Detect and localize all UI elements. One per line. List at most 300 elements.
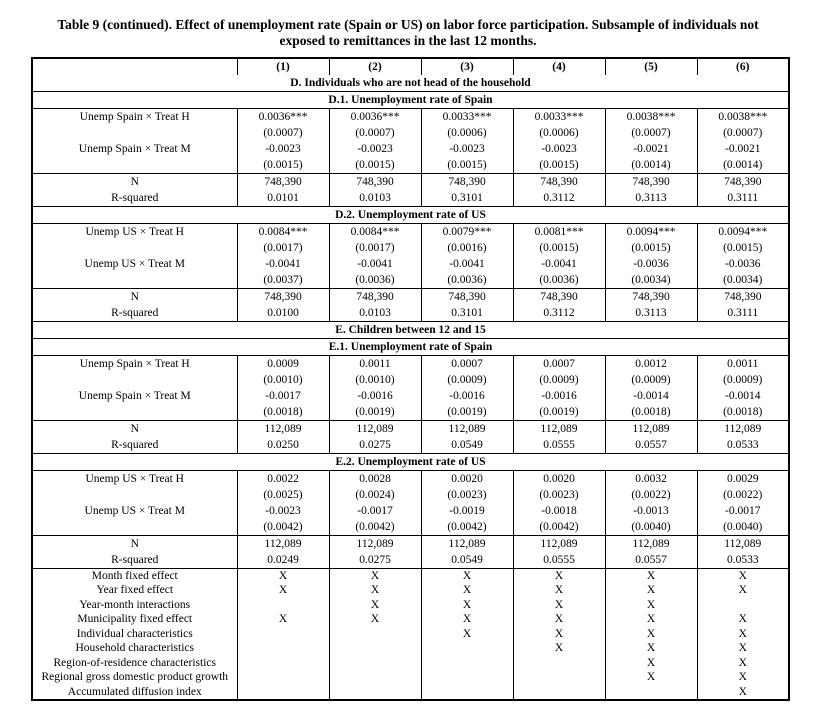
value-cell	[421, 224, 513, 289]
row-label: N	[130, 176, 139, 188]
value: 112,089	[356, 538, 394, 550]
value: (0.0023)	[447, 489, 487, 501]
value: 0.3112	[543, 307, 575, 319]
stats-block-row	[32, 289, 789, 322]
value: (0.0036)	[447, 274, 487, 286]
control-x-cell: X	[329, 612, 421, 627]
control-empty-cell	[421, 641, 513, 656]
control-row	[32, 641, 789, 656]
value: (0.0042)	[263, 521, 303, 533]
value-cell	[329, 174, 421, 207]
control-x-cell: X	[237, 612, 329, 627]
value: 0.0029	[726, 473, 759, 485]
value: 748,390	[356, 291, 394, 303]
value-cell	[605, 536, 697, 569]
stats-block-row	[32, 174, 789, 207]
section-header: D.1. Unemployment rate of Spain	[32, 92, 789, 109]
section-header-row	[32, 207, 789, 224]
row-label	[33, 372, 237, 388]
value-cell	[421, 421, 513, 454]
value-cell	[513, 224, 605, 289]
value: (0.0042)	[539, 521, 579, 533]
control-x-cell: X	[697, 627, 789, 642]
control-label-cell: Household characteristics	[75, 642, 194, 655]
value: 0.3101	[451, 307, 483, 319]
value: 0.3112	[543, 192, 575, 204]
row-label-cell	[32, 421, 237, 454]
value-cell	[605, 174, 697, 207]
control-x-cell: X	[237, 569, 329, 584]
value: (0.0018)	[631, 406, 671, 418]
value: (0.0019)	[539, 406, 579, 418]
row-label: N	[130, 291, 139, 303]
value: 0.0033***	[442, 111, 492, 123]
control-x-cell: X	[697, 583, 789, 598]
value: (0.0024)	[355, 489, 395, 501]
row-label: R-squared	[111, 554, 159, 566]
value-cell	[605, 289, 697, 322]
value: 748,390	[540, 176, 578, 188]
value: -0.0017	[725, 505, 761, 517]
value: -0.0041	[541, 258, 577, 270]
value-cell	[421, 536, 513, 569]
value: 0.3101	[451, 192, 483, 204]
value: 0.0036***	[258, 111, 308, 123]
value-cell	[237, 421, 329, 454]
control-x-cell: X	[329, 569, 421, 584]
value: (0.0015)	[631, 242, 671, 254]
value: (0.0023)	[539, 489, 579, 501]
value: (0.0007)	[263, 127, 303, 139]
value: (0.0018)	[723, 406, 763, 418]
row-label	[33, 404, 237, 420]
control-label-cell: Municipality fixed effect	[77, 613, 193, 626]
value: 748,390	[448, 176, 486, 188]
value: (0.0006)	[447, 127, 487, 139]
value: (0.0036)	[539, 274, 579, 286]
value: 112,089	[448, 538, 486, 550]
value-cell	[697, 536, 789, 569]
value-cell	[513, 174, 605, 207]
value: 112,089	[540, 538, 578, 550]
value: -0.0017	[357, 505, 393, 517]
value: -0.0016	[357, 390, 393, 402]
column-header-row	[32, 58, 789, 75]
control-empty-cell	[237, 685, 329, 700]
value: 0.0032	[635, 473, 667, 485]
control-x-cell: X	[513, 569, 605, 584]
value: (0.0015)	[447, 159, 487, 171]
row-label: Unemp US × Treat H	[85, 226, 184, 238]
value: 748,390	[448, 291, 486, 303]
value: 112,089	[540, 423, 578, 435]
value: 0.0084***	[258, 226, 308, 238]
value-cell	[697, 471, 789, 536]
row-label-cell	[32, 471, 237, 536]
value: -0.0021	[633, 143, 669, 155]
value: 0.0038***	[626, 111, 676, 123]
control-x-cell: X	[329, 598, 421, 613]
value-cell	[421, 109, 513, 174]
value-cell	[605, 471, 697, 536]
value: (0.0019)	[355, 406, 395, 418]
control-row	[32, 627, 789, 642]
control-x-cell: X	[605, 656, 697, 671]
value-cell	[513, 536, 605, 569]
control-empty-cell	[697, 598, 789, 613]
value-cell	[605, 356, 697, 421]
value-cell	[697, 356, 789, 421]
value: -0.0016	[541, 390, 577, 402]
control-x-cell: X	[421, 612, 513, 627]
value-cell	[237, 536, 329, 569]
row-label: Unemp US × Treat M	[84, 505, 185, 517]
value: (0.0014)	[631, 159, 671, 171]
row-label-cell	[32, 109, 237, 174]
control-empty-cell	[237, 598, 329, 613]
value: 112,089	[724, 423, 762, 435]
value: 0.0007	[451, 358, 483, 370]
value-cell	[513, 356, 605, 421]
coefficient-block-row	[32, 356, 789, 421]
value-cell	[329, 109, 421, 174]
value-cell	[421, 289, 513, 322]
value: 0.0549	[451, 554, 483, 566]
table-title: Table 9 (continued). Effect of unemployment rate (Spain or US) on labor force participation. Subsample of individuals not exposed to remittances in the last 12 months.	[57, 17, 759, 48]
value: -0.0023	[357, 143, 393, 155]
value-cell	[329, 356, 421, 421]
row-label: Unemp US × Treat M	[84, 258, 185, 270]
value: (0.0010)	[355, 374, 395, 386]
value-cell	[697, 109, 789, 174]
value: 0.0100	[267, 307, 299, 319]
value: -0.0023	[541, 143, 577, 155]
section-header: E.1. Unemployment rate of Spain	[32, 339, 789, 356]
value: (0.0007)	[355, 127, 395, 139]
value: 0.0038***	[718, 111, 768, 123]
control-x-cell: X	[697, 656, 789, 671]
row-label: Unemp Spain × Treat H	[79, 111, 190, 123]
control-row	[32, 612, 789, 627]
value: -0.0014	[725, 390, 761, 402]
control-empty-cell	[329, 656, 421, 671]
value: 0.0036***	[350, 111, 400, 123]
value: -0.0041	[265, 258, 301, 270]
control-row	[32, 598, 789, 613]
panel-header: E. Children between 12 and 15	[32, 322, 789, 339]
value-cell	[421, 471, 513, 536]
control-x-cell: X	[697, 612, 789, 627]
row-label: R-squared	[111, 192, 159, 204]
row-label-cell	[32, 289, 237, 322]
value: (0.0016)	[447, 242, 487, 254]
section-header-row	[32, 339, 789, 356]
value: 0.0275	[359, 439, 391, 451]
control-x-cell: X	[421, 569, 513, 584]
row-label	[33, 240, 237, 256]
coefficient-block-row	[32, 224, 789, 289]
coefficient-block-row	[32, 109, 789, 174]
control-x-cell: X	[697, 685, 789, 700]
value: (0.0042)	[355, 521, 395, 533]
value: 748,390	[264, 291, 302, 303]
control-x-cell: X	[605, 670, 697, 685]
control-empty-cell	[421, 656, 513, 671]
value: 0.0007	[543, 358, 575, 370]
value: -0.0041	[357, 258, 393, 270]
value-cell	[421, 356, 513, 421]
value-cell	[513, 471, 605, 536]
value: (0.0009)	[631, 374, 671, 386]
row-label	[33, 272, 237, 288]
value: (0.0009)	[447, 374, 487, 386]
value: 0.0022	[267, 473, 299, 485]
control-x-cell: X	[237, 583, 329, 598]
control-empty-cell	[421, 670, 513, 685]
control-row	[32, 583, 789, 598]
value: 0.3113	[635, 192, 667, 204]
control-empty-cell	[513, 685, 605, 700]
control-empty-cell	[237, 656, 329, 671]
value: (0.0010)	[263, 374, 303, 386]
value: 0.0094***	[718, 226, 768, 238]
value: 112,089	[264, 423, 302, 435]
value: -0.0013	[633, 505, 669, 517]
value: 748,390	[540, 291, 578, 303]
control-x-cell: X	[421, 627, 513, 642]
value: (0.0018)	[263, 406, 303, 418]
control-x-cell: X	[605, 627, 697, 642]
value: 0.0555	[543, 554, 575, 566]
value: 112,089	[356, 423, 394, 435]
value-cell	[513, 289, 605, 322]
stats-block-row	[32, 421, 789, 454]
value-cell	[237, 174, 329, 207]
row-label: N	[130, 423, 139, 435]
value: 748,390	[724, 291, 762, 303]
control-x-cell: X	[697, 569, 789, 584]
control-empty-cell	[513, 656, 605, 671]
control-empty-cell	[329, 685, 421, 700]
control-empty-cell	[329, 670, 421, 685]
control-label-cell: Year fixed effect	[96, 584, 174, 597]
value: 0.0020	[451, 473, 483, 485]
section-header-row	[32, 92, 789, 109]
value: (0.0034)	[723, 274, 763, 286]
value: -0.0023	[265, 505, 301, 517]
value: (0.0017)	[355, 242, 395, 254]
row-label: R-squared	[111, 307, 159, 319]
results-table	[31, 57, 790, 701]
row-label-cell	[32, 174, 237, 207]
value-cell	[237, 471, 329, 536]
row-label	[33, 487, 237, 503]
row-label	[33, 157, 237, 173]
control-label-cell: Region-of-residence characteristics	[53, 656, 217, 669]
column-header-label: (6)	[736, 61, 750, 73]
control-label-cell: Month fixed effect	[91, 570, 178, 582]
panel-header-row	[32, 75, 789, 92]
value: 0.0084***	[350, 226, 400, 238]
row-label: Unemp Spain × Treat M	[78, 143, 191, 155]
value: 0.0028	[359, 473, 391, 485]
control-empty-cell	[605, 685, 697, 700]
control-x-cell: X	[605, 569, 697, 584]
value-cell	[605, 224, 697, 289]
value-cell	[329, 536, 421, 569]
value: 0.0533	[726, 554, 759, 566]
value: 0.0101	[267, 192, 299, 204]
value-cell	[329, 224, 421, 289]
value: (0.0017)	[263, 242, 303, 254]
section-header-row	[32, 454, 789, 471]
control-empty-cell	[329, 627, 421, 642]
value: 0.0557	[635, 554, 667, 566]
control-x-cell: X	[421, 583, 513, 598]
value-cell	[329, 471, 421, 536]
value-cell	[237, 356, 329, 421]
control-x-cell: X	[605, 641, 697, 656]
control-row	[32, 569, 789, 584]
control-label-cell: Accumulated diffusion index	[67, 685, 202, 698]
value: (0.0040)	[723, 521, 763, 533]
row-label-cell	[32, 356, 237, 421]
value-cell	[697, 421, 789, 454]
value: 0.0079***	[442, 226, 492, 238]
value: (0.0019)	[447, 406, 487, 418]
value-cell	[697, 224, 789, 289]
value: 0.0533	[726, 439, 759, 451]
value: 0.0033***	[534, 111, 584, 123]
coefficient-block-row	[32, 471, 789, 536]
value: (0.0015)	[263, 159, 303, 171]
value: (0.0040)	[631, 521, 671, 533]
row-label	[33, 519, 237, 535]
value: 0.0081***	[534, 226, 584, 238]
value: 748,390	[632, 176, 670, 188]
value-cell	[605, 421, 697, 454]
value: 748,390	[632, 291, 670, 303]
control-empty-cell	[237, 670, 329, 685]
value: (0.0022)	[723, 489, 763, 501]
value: -0.0036	[633, 258, 669, 270]
value: (0.0015)	[355, 159, 395, 171]
control-empty-cell	[513, 670, 605, 685]
control-x-cell: X	[513, 598, 605, 613]
value: 0.0103	[359, 192, 391, 204]
value-cell	[237, 224, 329, 289]
value: (0.0036)	[355, 274, 395, 286]
control-x-cell: X	[697, 670, 789, 685]
row-label-cell	[32, 224, 237, 289]
value: -0.0017	[265, 390, 301, 402]
control-x-cell: X	[421, 598, 513, 613]
value-cell	[329, 289, 421, 322]
row-label: Unemp Spain × Treat M	[78, 390, 191, 402]
row-label: R-squared	[111, 439, 159, 451]
value: (0.0006)	[539, 127, 579, 139]
empty-header-cell	[32, 58, 237, 75]
value: 112,089	[264, 538, 302, 550]
row-label	[33, 125, 237, 141]
control-x-cell: X	[513, 627, 605, 642]
value: (0.0014)	[723, 159, 763, 171]
value: 0.0557	[635, 439, 667, 451]
value: 0.0012	[635, 358, 667, 370]
control-x-cell: X	[513, 612, 605, 627]
value: (0.0037)	[263, 274, 303, 286]
value: 0.3111	[727, 192, 759, 204]
column-header-3	[421, 58, 513, 75]
section-header: E.2. Unemployment rate of US	[32, 454, 789, 471]
value-cell	[329, 421, 421, 454]
value: 0.0555	[543, 439, 575, 451]
column-header-5	[605, 58, 697, 75]
column-header-label: (4)	[552, 61, 566, 73]
value: -0.0041	[449, 258, 485, 270]
column-header-label: (5)	[644, 61, 658, 73]
control-label-cell: Regional gross domestic product growth	[41, 671, 229, 684]
control-x-cell: X	[605, 598, 697, 613]
value: (0.0007)	[631, 127, 671, 139]
control-x-cell: X	[605, 612, 697, 627]
column-header-1	[237, 58, 329, 75]
panel-header-row	[32, 322, 789, 339]
control-x-cell: X	[513, 641, 605, 656]
control-label-cell: Individual characteristics	[76, 627, 193, 640]
value: 0.3111	[727, 307, 759, 319]
value-cell	[513, 109, 605, 174]
value: 0.0249	[267, 554, 299, 566]
value: 0.0011	[359, 358, 391, 370]
results-table-body	[32, 58, 789, 700]
control-empty-cell	[237, 641, 329, 656]
value: (0.0007)	[723, 127, 763, 139]
panel-header: D. Individuals who are not head of the household	[32, 75, 789, 92]
value: 0.3113	[635, 307, 667, 319]
control-empty-cell	[329, 641, 421, 656]
value: 112,089	[632, 423, 670, 435]
control-row	[32, 656, 789, 671]
value: 0.0103	[359, 307, 391, 319]
column-header-2	[329, 58, 421, 75]
value: -0.0023	[449, 143, 485, 155]
value: (0.0009)	[723, 374, 763, 386]
value: (0.0042)	[447, 521, 487, 533]
value-cell	[513, 421, 605, 454]
value: -0.0019	[449, 505, 485, 517]
control-row	[32, 685, 789, 700]
control-empty-cell	[237, 627, 329, 642]
value: (0.0025)	[263, 489, 303, 501]
control-x-cell: X	[329, 583, 421, 598]
value: (0.0015)	[723, 242, 763, 254]
value: (0.0015)	[539, 242, 579, 254]
value: -0.0014	[633, 390, 669, 402]
value: 112,089	[448, 423, 486, 435]
value-cell	[237, 109, 329, 174]
value-cell	[237, 289, 329, 322]
column-header-label: (2)	[368, 61, 382, 73]
control-x-cell: X	[513, 583, 605, 598]
value: 0.0549	[451, 439, 483, 451]
row-label: N	[130, 538, 139, 550]
control-empty-cell	[421, 685, 513, 700]
value: 0.0011	[727, 358, 759, 370]
value: 748,390	[724, 176, 762, 188]
value: 748,390	[356, 176, 394, 188]
value-cell	[697, 289, 789, 322]
